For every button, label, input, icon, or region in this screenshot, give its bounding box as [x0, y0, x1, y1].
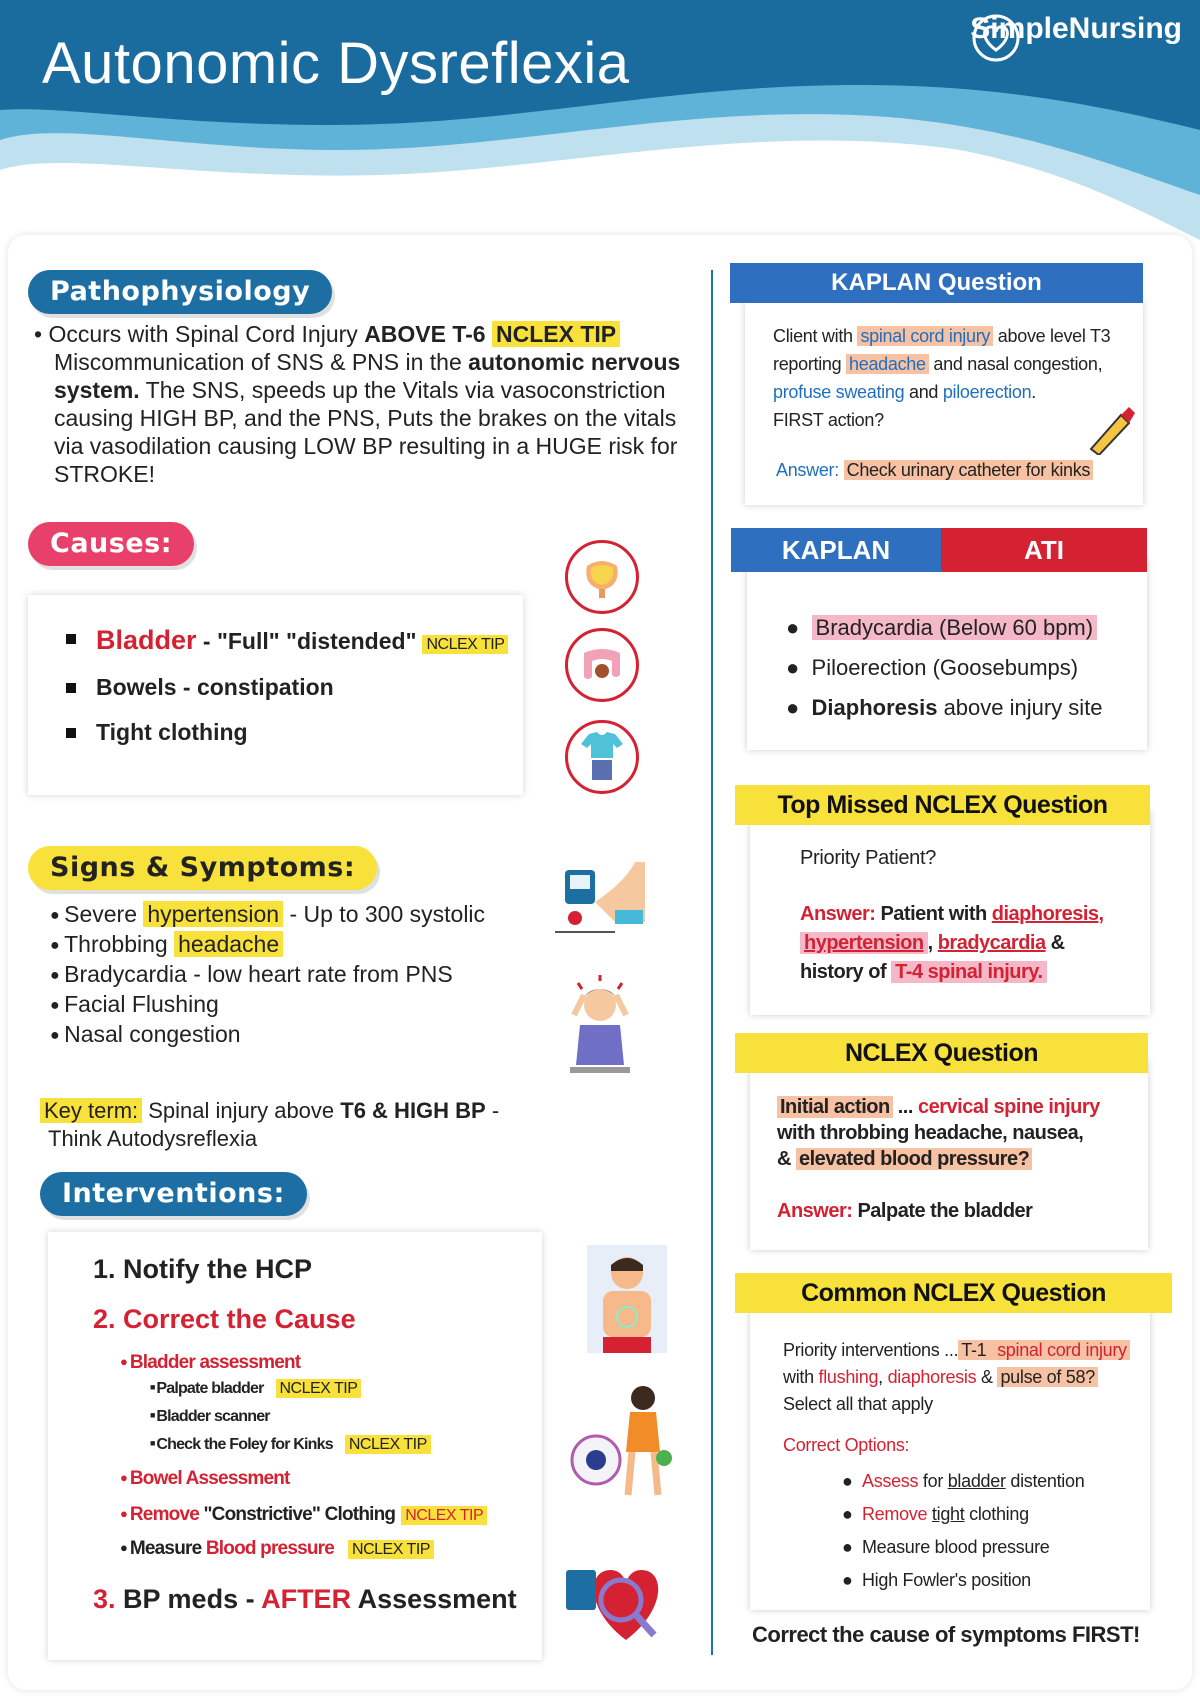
signs-symptoms-label: Signs & Symptoms:: [28, 846, 377, 890]
bladder-icon: [565, 540, 639, 614]
causes-box: [28, 595, 523, 795]
patient-abdomen-icon: [587, 1245, 667, 1358]
pencil-icon: [1085, 405, 1135, 460]
measure-bp: ● Measure Blood pressure NCLEX TIP: [120, 1538, 434, 1560]
bladder-scanner: ■ Bladder scanner: [150, 1408, 270, 1426]
intervention-1: 1. Notify the HCP: [93, 1254, 313, 1284]
kaplan-answer-label: Answer:: [776, 460, 839, 480]
interventions-box: [48, 1232, 542, 1660]
nclex-tip-badge: NCLEX TIP: [492, 321, 620, 347]
pathophysiology-text: [34, 320, 694, 488]
symptom-congestion: ● Nasal congestion: [50, 1020, 485, 1050]
option-fowlers: ● High Fowler's position: [842, 1570, 1031, 1590]
patho-body: Miscommunication of SNS & PNS in the autonomic nervous system. The SNS, speeds up the Vitals via vasoconstriction causing HIGH BP, and the PNS, Puts the brakes on the vitals via vasodilation causing LOW BP resulting in a HUGE risk for STROKE!: [54, 349, 681, 487]
ati-bradycardia: ● Bradycardia (Below 60 bpm): [786, 608, 1103, 648]
nclex-question-title: NCLEX Question: [735, 1033, 1148, 1073]
symptom-headache: ● Throbbing headache: [50, 930, 485, 960]
causes-label: Causes:: [28, 522, 194, 566]
cause-bladder: Bladder - "Full" "distended" NCLEX TIP: [66, 625, 523, 656]
cause-clothing: Tight clothing: [66, 719, 523, 746]
column-divider: [711, 270, 713, 1655]
patient-bladder-icon: [568, 1380, 683, 1505]
ati-piloerection: ● Piloerection (Goosebumps): [786, 655, 1079, 680]
patho-line-1: • Occurs with Spinal Cord Injury ABOVE T-6 NCLEX TIP: [34, 320, 694, 348]
option-measure: ● Measure blood pressure: [842, 1537, 1050, 1557]
common-question-text: Priority interventions ... T-1 spinal cord injury with flushing, diaphoresis & pulse of 58? Select all that apply Correct Options:: [783, 1337, 1130, 1459]
brand-logo[interactable]: [970, 12, 1182, 46]
nclex-tip-badge: NCLEX TIP: [422, 635, 508, 654]
palpate-bladder: ■ Palpate bladder NCLEX TIP: [150, 1380, 361, 1398]
symptom-bradycardia: ● Bradycardia - low heart rate from PNS: [50, 960, 485, 990]
headache-person-icon: [560, 975, 640, 1085]
blood-pressure-monitor-icon: [555, 862, 645, 947]
heart-stethoscope-icon: [970, 12, 1022, 64]
remove-clothing: ● Remove "Constrictive" Clothing NCLEX TIP: [120, 1504, 487, 1526]
nclex-tip-badge: NCLEX TIP: [276, 1379, 362, 1398]
cause-bowels: Bowels - constipation: [66, 674, 523, 701]
correct-options-label: Correct Options:: [783, 1435, 910, 1455]
nclex-tip-badge: NCLEX TIP: [348, 1540, 434, 1559]
key-term-label: Key term:: [40, 1098, 142, 1123]
kaplan-question-title: KAPLAN Question: [730, 263, 1143, 303]
symptom-flushing: ● Facial Flushing: [50, 990, 485, 1020]
interventions-label: Interventions:: [40, 1172, 307, 1216]
key-term: Key term: Spinal injury above T6 & HIGH BP - Think Autodysreflexia: [40, 1097, 499, 1153]
option-assess: ● Assess for bladder distention: [842, 1471, 1085, 1491]
nclex-tip-badge: NCLEX TIP: [401, 1506, 487, 1525]
heart-bp-magnifier-icon: [566, 1550, 686, 1655]
clothing-icon: [565, 720, 639, 794]
nclex-question-text: Initial action ... cervical spine injury with throbbing headache, nausea, & elevated blood pressure? Answer: Palpate the bladder: [777, 1096, 1100, 1222]
ati-tab: ATI: [941, 528, 1147, 572]
header-banner: [0, 0, 1200, 250]
page-title: Autonomic Dysreflexia: [42, 31, 630, 96]
brand-name: SimpleNursing: [970, 12, 1182, 45]
nclex-tip-badge: NCLEX TIP: [345, 1435, 431, 1454]
top-missed-title: Top Missed NCLEX Question: [735, 785, 1150, 825]
kaplan-answer: Check urinary catheter for kinks: [844, 460, 1094, 480]
check-foley: ■ Check the Foley for Kinks NCLEX TIP: [150, 1436, 431, 1454]
pathophysiology-label: Pathophysiology: [28, 270, 332, 314]
bladder-assessment: ● Bladder assessment: [120, 1352, 300, 1374]
bowel-assessment: ● Bowel Assessment: [120, 1468, 290, 1490]
option-remove: ● Remove tight clothing: [842, 1504, 1029, 1524]
correct-options-list: [842, 1465, 1084, 1597]
kaplan-ati-list: [786, 608, 1103, 728]
kaplan-tab: KAPLAN: [731, 528, 941, 572]
symptom-hypertension: ● Severe hypertension - Up to 300 systolic: [50, 900, 485, 930]
top-missed-answer: Answer: Patient with diaphoresis, hypertension , bradycardia & history of T-4 spinal injury.: [800, 903, 1104, 983]
correct-cause-footer: Correct the cause of symptoms FIRST!: [752, 1622, 1140, 1647]
top-missed-question: Priority Patient?: [800, 847, 937, 869]
symptoms-list: [50, 900, 485, 1050]
common-question-title: Common NCLEX Question: [735, 1273, 1172, 1313]
intervention-3: 3. BP meds - AFTER Assessment: [93, 1584, 517, 1614]
intervention-2: 2. Correct the Cause: [93, 1304, 356, 1334]
kaplan-question-text: Client with spinal cord injury above level T3 reporting headache and nasal congestion, profuse sweating and piloerection. FIRST action? Answer: Check urinary catheter for kinks: [773, 326, 1111, 480]
ati-diaphoresis: ● Diaphoresis above injury site: [786, 695, 1103, 720]
intestine-icon: [565, 628, 639, 702]
